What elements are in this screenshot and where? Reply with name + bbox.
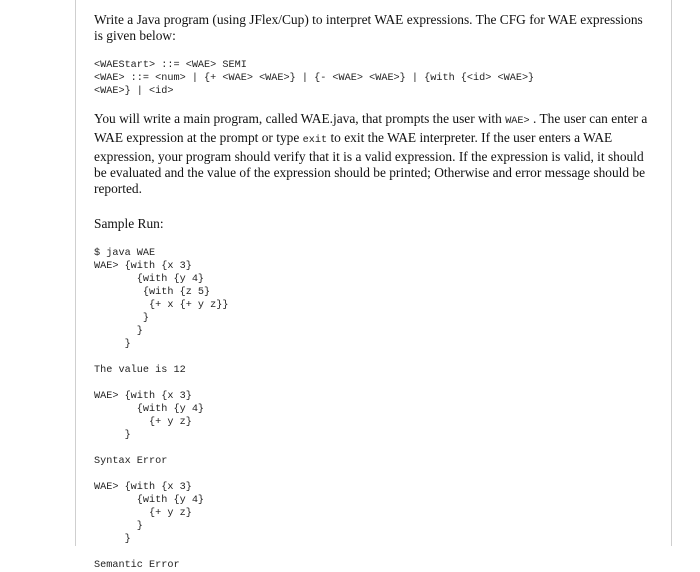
sample-run-line: $ java WAE bbox=[94, 248, 156, 259]
document-page bbox=[75, 0, 672, 571]
cfg-line: <WAE> ::= <num> | {+ <WAE> <WAE>} | {- <WAE> <WAE>} | {with {<id> <WAE>} bbox=[94, 73, 535, 84]
sample-run-line: {with {y 4} bbox=[94, 404, 205, 415]
sample-run-line bbox=[94, 377, 654, 390]
sample-run-line: {with {z 5} bbox=[94, 287, 211, 298]
document-content bbox=[94, 12, 654, 572]
sample-run-line: } bbox=[94, 430, 131, 441]
sample-run-line: Syntax Error bbox=[94, 456, 168, 467]
sample-run-line: } bbox=[94, 313, 150, 324]
sample-run-line bbox=[94, 468, 654, 481]
sample-run-line: {+ x {+ y z}} bbox=[94, 300, 229, 311]
description-text: . The user can enter a WAE expression at the prompt or type bbox=[94, 111, 648, 145]
sample-run-line: The value is 12 bbox=[94, 365, 186, 376]
sample-run-heading: Sample Run: bbox=[94, 216, 164, 231]
sample-run-line: WAE> {with {x 3} bbox=[94, 261, 192, 272]
sample-run-line: {+ y z} bbox=[94, 417, 192, 428]
sample-run-line: {with {y 4} bbox=[94, 495, 205, 506]
intro-paragraph: Write a Java program (using JFlex/Cup) to interpret WAE expressions. The CFG for WAE expressions is given below: bbox=[94, 12, 643, 43]
cfg-grammar-block bbox=[94, 59, 654, 98]
prompt-code: WAE> bbox=[505, 116, 530, 127]
sample-run-line: {with {y 4} bbox=[94, 274, 205, 285]
sample-run-line: Semantic Error bbox=[94, 560, 180, 571]
description-paragraph bbox=[94, 111, 654, 197]
description-text: You will write a main program, called WAE.java, that prompts the user with bbox=[94, 111, 506, 126]
cfg-line: <WAEStart> ::= <WAE> SEMI bbox=[94, 60, 247, 71]
sample-run-line: } bbox=[94, 521, 143, 532]
sample-run-line bbox=[94, 546, 654, 559]
sample-run-line: WAE> {with {x 3} bbox=[94, 482, 192, 493]
sample-run-line: WAE> {with {x 3} bbox=[94, 391, 192, 402]
sample-run-line bbox=[94, 351, 654, 364]
sample-run-code-block bbox=[94, 247, 654, 572]
exit-code: exit bbox=[302, 135, 328, 146]
sample-run-line: } bbox=[94, 339, 131, 350]
description-text: to exit the WAE interpreter. If the user enters a WAE expression, your program should verify that it is a valid expression. If the expression is valid, it should be evaluated and the value of the expression should be printed; Otherwise and error message should be reported. bbox=[94, 130, 646, 196]
sample-run-line bbox=[94, 442, 654, 455]
sample-run-line: } bbox=[94, 534, 131, 545]
cfg-line: <WAE>} | <id> bbox=[94, 86, 174, 97]
sample-run-line: } bbox=[94, 326, 143, 337]
sample-run-line: {+ y z} bbox=[94, 508, 192, 519]
